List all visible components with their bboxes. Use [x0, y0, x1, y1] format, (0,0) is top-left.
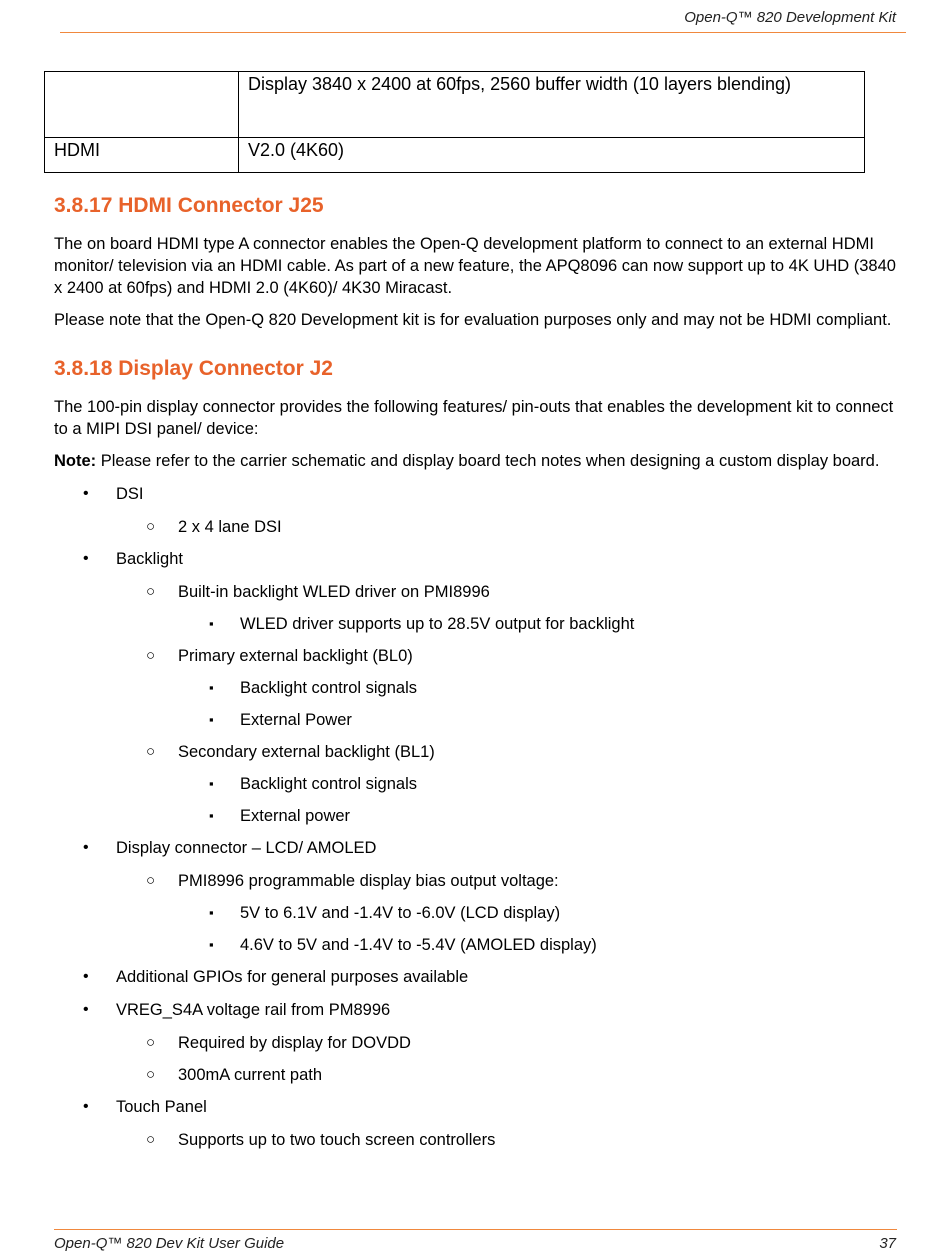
list-item-text: 4.6V to 5V and -1.4V to -5.4V (AMOLED display) — [240, 936, 597, 954]
spec-table — [44, 71, 865, 173]
footer-rule — [54, 1229, 897, 1230]
hdmi-note-paragraph: Please note that the Open-Q 820 Development kit is for evaluation purposes only and may not be HDMI compliant. — [54, 311, 892, 329]
list-item-text: Built-in backlight WLED driver on PMI8996 — [178, 583, 490, 601]
note-paragraph — [54, 450, 904, 472]
list-item-text: 2 x 4 lane DSI — [178, 518, 282, 536]
bullet-marker: ▪ — [209, 937, 214, 952]
running-header: Open-Q™ 820 Development Kit — [684, 9, 896, 26]
list-item-text: Supports up to two touch screen controllers — [178, 1131, 496, 1149]
list-item-text: VREG_S4A voltage rail from PM8996 — [116, 1001, 391, 1019]
bullet-marker: ○ — [146, 1034, 156, 1051]
list-item — [54, 709, 904, 731]
list-item — [54, 613, 904, 635]
list-item-text: DSI — [116, 485, 144, 503]
bullet-marker: ○ — [146, 518, 156, 535]
list-item-text: Primary external backlight (BL0) — [178, 647, 413, 665]
list-item — [54, 1129, 904, 1151]
list-item-text: Secondary external backlight (BL1) — [178, 743, 435, 761]
list-item-text: External Power — [240, 711, 352, 729]
list-item — [54, 934, 904, 956]
bullet-marker: • — [83, 968, 89, 985]
footer-title: Open-Q™ 820 Dev Kit User Guide — [54, 1235, 285, 1252]
list-item-text: Additional GPIOs for general purposes available — [116, 968, 469, 986]
list-item — [54, 1064, 904, 1086]
note-text: Please refer to the carrier schematic and display board tech notes when designing a custom display board. — [96, 452, 880, 470]
header-rule — [60, 32, 906, 33]
list-item — [54, 1032, 904, 1054]
list-item — [54, 645, 904, 667]
bullet-marker: ▪ — [209, 680, 214, 695]
bullet-marker: ▪ — [209, 905, 214, 920]
list-item — [54, 805, 904, 827]
bullet-marker: ○ — [146, 743, 156, 760]
page-content — [54, 192, 904, 1161]
bullet-marker: • — [83, 1001, 89, 1018]
list-item-text: PMI8996 programmable display bias output voltage: — [178, 872, 559, 890]
table-cell — [45, 72, 239, 138]
bullet-marker: ○ — [146, 647, 156, 664]
display-paragraph: The 100-pin display connector provides the following features/ pin-outs that enables the development kit to connect to a MIPI DSI panel/ device: — [54, 398, 894, 438]
page-number: 37 — [879, 1235, 896, 1252]
list-item — [54, 483, 904, 505]
table-cell: HDMI — [45, 138, 239, 173]
list-item — [54, 1096, 904, 1118]
list-item-text: WLED driver supports up to 28.5V output for backlight — [240, 615, 635, 633]
table-row — [45, 72, 865, 138]
list-item — [54, 516, 904, 538]
list-item — [54, 902, 904, 924]
list-item-text: Backlight control signals — [240, 775, 418, 793]
bullet-marker: • — [83, 550, 89, 567]
bullet-marker: ○ — [146, 1066, 156, 1083]
list-item — [54, 870, 904, 892]
list-item — [54, 741, 904, 763]
bullet-marker: ▪ — [209, 616, 214, 631]
bullet-marker: ○ — [146, 1131, 156, 1148]
list-item-text: External power — [240, 807, 351, 825]
section-heading-display: 3.8.18 Display Connector J2 — [54, 357, 333, 380]
list-item-text: 5V to 6.1V and -1.4V to -6.0V (LCD display) — [240, 904, 561, 922]
bullet-marker: ▪ — [209, 808, 214, 823]
list-item-text: Backlight — [116, 550, 183, 568]
list-item-text: Display connector – LCD/ AMOLED — [116, 839, 377, 857]
table-cell: V2.0 (4K60) — [239, 138, 865, 173]
feature-list — [54, 483, 904, 1151]
list-item — [54, 999, 904, 1021]
bullet-marker: • — [83, 485, 89, 502]
list-item — [54, 677, 904, 699]
bullet-marker: ○ — [146, 583, 156, 600]
section-heading-hdmi: 3.8.17 HDMI Connector J25 — [54, 194, 324, 217]
list-item — [54, 837, 904, 859]
list-item — [54, 773, 904, 795]
list-item-text: 300mA current path — [178, 1066, 323, 1084]
list-item — [54, 581, 904, 603]
bullet-marker: ▪ — [209, 712, 214, 727]
list-item-text: Touch Panel — [116, 1098, 207, 1116]
list-item — [54, 966, 904, 988]
bullet-marker: ○ — [146, 872, 156, 889]
note-label: Note: — [54, 452, 97, 470]
list-item — [54, 548, 904, 570]
table-cell: Display 3840 x 2400 at 60fps, 2560 buffer width (10 layers blending) — [239, 72, 865, 138]
bullet-marker: • — [83, 839, 89, 856]
bullet-marker: ▪ — [209, 776, 214, 791]
bullet-marker: • — [83, 1098, 89, 1115]
list-item-text: Backlight control signals — [240, 679, 418, 697]
list-item-text: Required by display for DOVDD — [178, 1034, 411, 1052]
hdmi-paragraph: The on board HDMI type A connector enables the Open-Q development platform to connect to an external HDMI monitor/ television via an HDMI cable. As part of a new feature, the APQ8096 can now support up to 4K UHD (3840 x 2400 at 60fps) and HDMI 2.0 (4K60)/ 4K30 Miracast. — [54, 235, 896, 297]
table-row — [45, 138, 865, 173]
